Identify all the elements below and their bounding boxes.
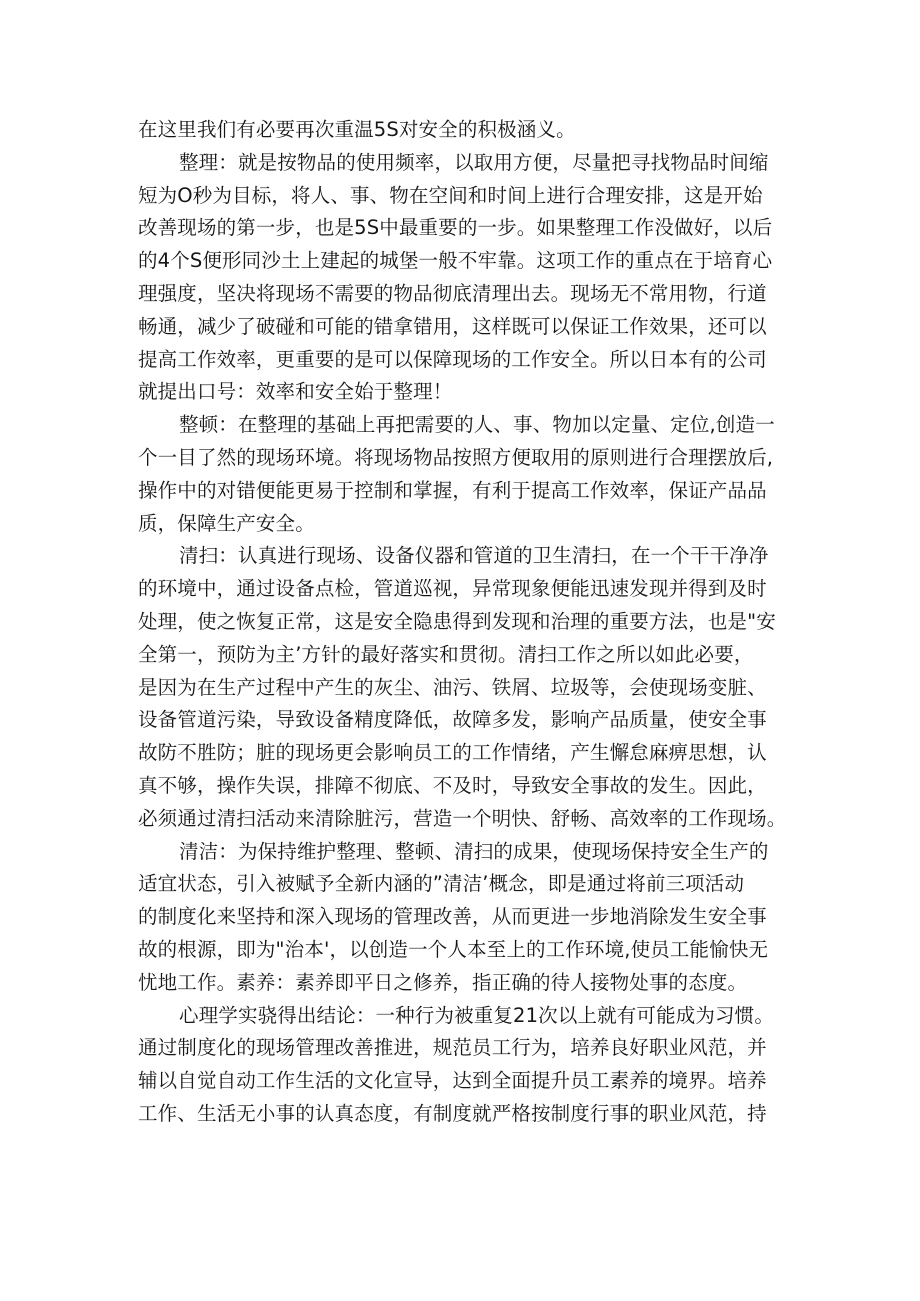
paragraph-start-seiketsu: 清洁：为保持维护整理、整顿、清扫的成果，使现场保持安全生产的 [179,839,769,863]
paragraph-start-psychology: 心理学实骁得出结论：一种行为被重复21次以上就有可能成为习惯。 [179,1003,774,1027]
text-line: 的4个S便形同沙土上建起的城堡一般不牢靠。这项工作的重点在于培育心 [138,249,773,273]
paragraph-start-seiton: 整顿：在整理的基础上再把需要的人、事、物加以定量、定位,创造一 [179,413,775,437]
paragraph-start-seiso: 清扫：认真进行现场、设备仪器和管道的卫生清扫，在一个干干净净 [179,544,769,568]
text-line: 工作、生活无小事的认真态度，有制度就严格按制度行事的职业风范，持 [138,1101,767,1125]
text-line: 通过制度化的现场管理改善推进，规范员工行为，培养良好职业风范，并 [138,1036,767,1060]
text-line: 的制度化来坚持和深入现场的管理改善，从而更进一步地消除发生安全事 [138,905,767,929]
text-line: 畅通，减少了破碰和可能的错拿错用，这样既可以保证工作效果，还可以 [138,314,767,338]
text-line: 是因为在生产过程中产生的灰尘、油污、铁屑、垃圾等，会使现场变脏、 [138,675,767,699]
paragraph-start-seiri: 整理：就是按物品的使用频率，以取用方便，尽量把寻找物品时间缩 [179,150,769,174]
text-line: 处理，使之恢复正常，这是安全隐患得到发现和治理的重要方法，也是"安 [138,609,776,633]
text-line: 辅以自觉自动工作生活的文化宣导，达到全面提升员工素养的境界。培养 [138,1069,767,1093]
text-line: 短为O秒为目标，将人、事、物在空间和时间上进行合理安排，这是开始 [138,183,763,207]
text-line: 个一目了然的现场环境。将现场物品按照方便取用的原则进行合理摆放后, [138,445,774,469]
text-line: 就提出口号：效率和安全始于整理！ [138,380,453,404]
text-line: 改善现场的第一步，也是5S中最重要的一步。如果整理工作没做好，以后 [138,216,773,240]
text-line: 提高工作效率，更重要的是可以保障现场的工作安全。所以日本有的公司 [138,347,767,371]
text-line: 理强度，坚决将现场不需要的物品彻底清理出去。现场无不常用物，行道 [138,281,767,305]
text-line: 质，保障生产安全。 [138,511,315,535]
text-line: 适宜状态，引入被赋予全新内涵的”清洁’概念，即是通过将前三项活动 [138,872,745,896]
document-body [138,114,786,1131]
text-line: 故的根源，即为"治本'，以创造一个人本至上的工作环境,使员工能愉快无 [138,937,769,961]
text-line: 的环境中，通过设备点检，管道巡视，异常现象便能迅速发现并得到及时 [138,577,767,601]
text-line: 必须通过清扫活动来清除脏污，营造一个明快、舒畅、高效率的工作现场。 [138,806,787,830]
text-line: 真不够，操作失误，排障不彻底、不及时，导致安全事故的发生。因此， [138,773,767,797]
text-line: 忧地工作。素养：素养即平日之修养，指正确的待人接物处事的态度。 [138,970,748,994]
text-line-intro: 在这里我们有必要再次重温5S对安全的积极涵义。 [138,118,576,141]
text-line: 全第一，预防为主’方针的最好落实和贯彻。清扫工作之所以如此必要， [138,642,754,666]
text-line: 设备管道污染，导致设备精度降低，故障多发，影响产品质量，使安全事 [138,708,767,732]
text-line: 操作中的对错便能更易于控制和掌握，有利于提高工作效率，保证产品品 [138,478,767,502]
text-line: 故防不胜防；脏的现场更会影响员工的工作情绪，产生懈怠麻痹思想，认 [138,741,767,765]
